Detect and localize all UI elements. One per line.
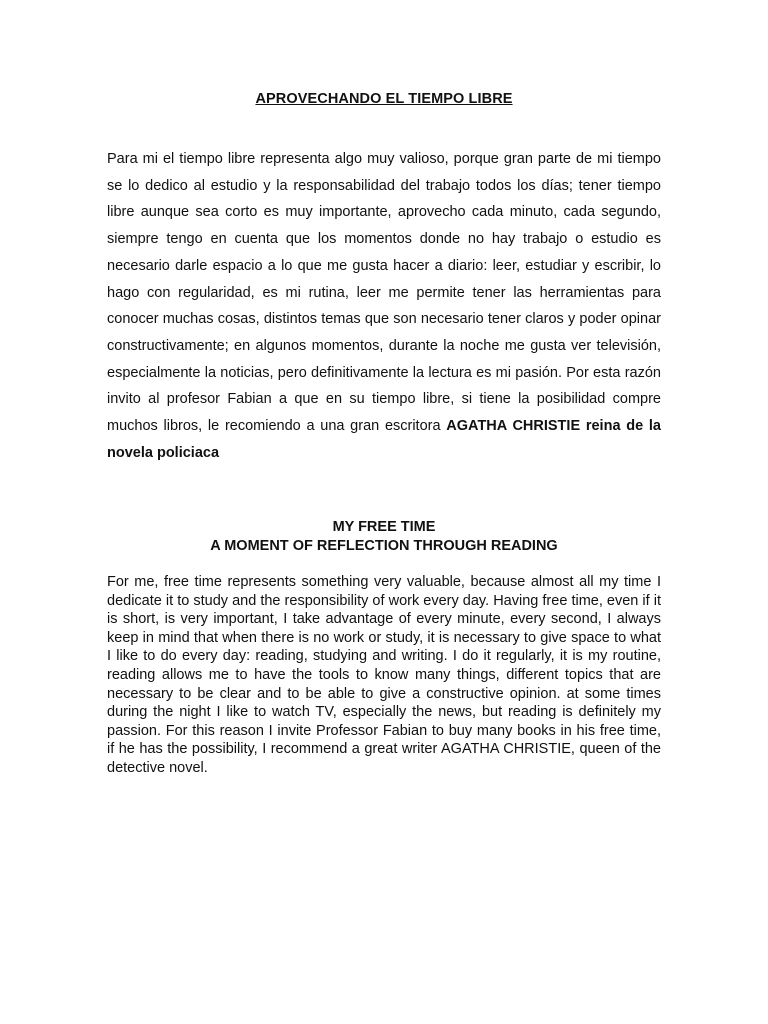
spanish-paragraph bbox=[107, 146, 661, 466]
english-paragraph: For me, free time represents something very valuable, because almost all my time I dedicate it to study and the responsibility of work every day. Having free time, even if it is short, is very important, I take advantage of every minute, every second, I always keep in mind that when there is no work or study, it is necessary to give space to what I like to do every day: reading, studying and writing. I do it regularly, it is my routine, reading allows me to have the tools to know many things, different topics that are necessary to be clear and to be able to give a constructive opinion. at some times during the night I like to watch TV, especially the news, but reading is definitely my passion. For this reason I invite Professor Fabian to buy many books in his free time, if he has the possibility, I recommend a great writer AGATHA CHRISTIE, queen of the detective novel. bbox=[107, 574, 661, 776]
english-heading-line-2: A MOMENT OF REFLECTION THROUGH READING bbox=[210, 538, 558, 554]
english-heading-line-1: MY FREE TIME bbox=[332, 519, 436, 535]
spanish-body-text: Para mi el tiempo libre representa algo muy valioso, porque gran parte de mi tiempo se lo dedico al estudio y la responsabilidad del trabajo todos los días; tener tiempo libre aunque sea corto es muy importante, aprovecho cada minuto, cada segundo, siempre tengo en cuenta que los momentos donde no hay trabajo o estudio es necesario darle espacio a lo que me gusta hacer a diario: leer, estudiar y escribir, lo hago con regularidad, es mi rutina, leer me permite tener las herramientas para conocer muchas cosas, distintos temas que son necesario tener claros y poder opinar constructivamente; en algunos momentos, durante la noche me gusta ver televisión, especialmente la noticias, pero definitivamente la lectura es mi pasión. Por esta razón invito al profesor Fabian a que en su tiempo libre, si tiene la posibilidad compre muchos libros, le recomiendo a una gran escritora bbox=[107, 151, 661, 435]
spanish-body-bold-text: AGATHA CHRISTIE reina de la novela policiaca bbox=[107, 418, 661, 461]
spanish-title: APROVECHANDO EL TIEMPO LIBRE bbox=[255, 91, 513, 107]
english-heading bbox=[0, 518, 768, 556]
